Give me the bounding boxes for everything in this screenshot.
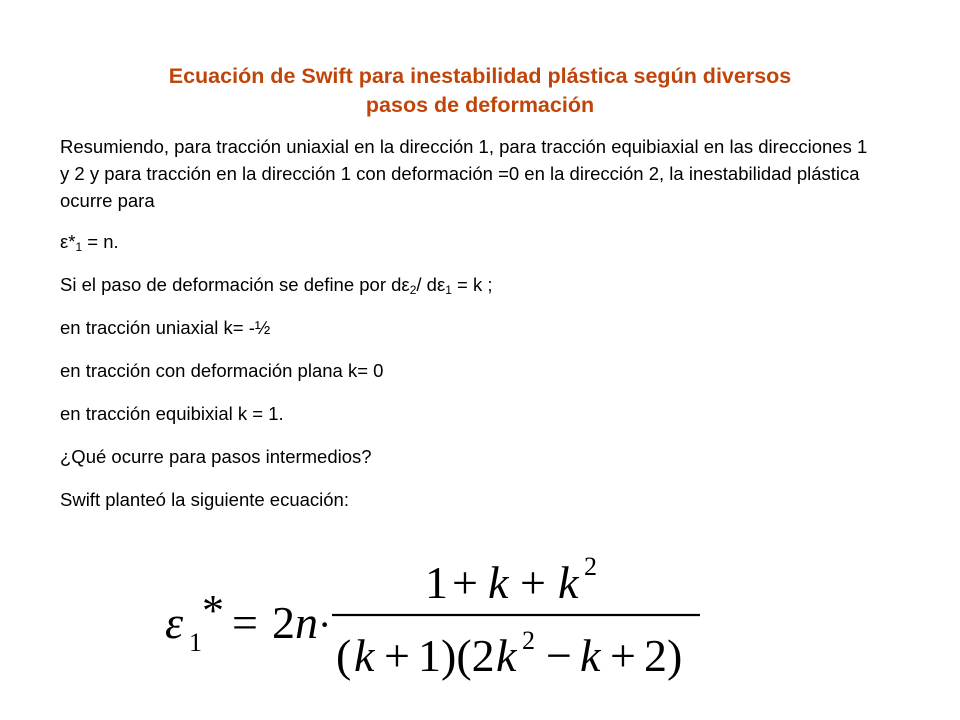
lhs-epsilon: ε [165, 597, 184, 648]
den-open: ( [336, 630, 352, 681]
step-sub-2: 1 [445, 283, 452, 297]
num-k-2: k [558, 557, 579, 608]
equals-sign: = [232, 597, 258, 648]
slide-title [60, 62, 900, 120]
question-line: ¿Qué ocurre para pasos intermedios? [60, 446, 372, 467]
case-plane-strain: en tracción con deformación plana k= 0 [60, 360, 384, 381]
den-one-two: 1)(2 [418, 630, 495, 681]
case-equibiaxial: en tracción equibixial k = 1. [60, 403, 284, 424]
lhs-star: * [202, 586, 224, 635]
intro-paragraph: Resumiendo, para tracción uniaxial en la dirección 1, para tracción equibiaxial en las direcciones 1 y 2 y para tracción en la dirección 1 con deformación =0 en la dirección 2, la inestabilidad plástica ocurre para [60, 136, 868, 211]
den-exp: 2 [522, 626, 535, 655]
swift-formula [160, 553, 720, 693]
num-plus-2: + [520, 557, 546, 608]
title-line-2: pasos de deformación [365, 93, 595, 117]
den-plus-2: + [610, 630, 636, 681]
step-part-1: Si el paso de deformación se define por dε [60, 274, 410, 295]
strain-prefix: ε* [60, 231, 76, 252]
strain-line [60, 228, 880, 255]
num-plus-1: + [452, 557, 478, 608]
step-part-3: = k ; [451, 274, 493, 295]
step-part-2: / dε [416, 274, 446, 295]
den-k-1: k [354, 630, 375, 681]
den-minus: − [546, 630, 572, 681]
coef-n: n [295, 597, 318, 648]
case-uniaxial: en tracción uniaxial k= -½ [60, 317, 271, 338]
den-two-close: 2) [644, 630, 683, 681]
dot-operator: · [318, 602, 332, 647]
den-plus-1: + [384, 630, 410, 681]
coef-two: 2 [272, 597, 295, 648]
step-line [60, 271, 880, 298]
swift-intro-line: Swift planteó la siguiente ecuación: [60, 489, 349, 510]
num-k-1: k [488, 557, 509, 608]
slide-body [60, 133, 880, 529]
num-one: 1 [425, 557, 448, 608]
strain-sub: 1 [75, 240, 83, 254]
lhs-sub: 1 [189, 628, 202, 657]
title-line-1: Ecuación de Swift para inestabilidad plástica según diversos [168, 64, 792, 88]
den-k-3: k [580, 630, 601, 681]
step-sub-1: 2 [409, 283, 417, 297]
swift-formula-svg [160, 553, 720, 693]
den-k-2: k [496, 630, 517, 681]
num-exp: 2 [584, 553, 597, 581]
strain-suffix: = n. [82, 231, 119, 252]
